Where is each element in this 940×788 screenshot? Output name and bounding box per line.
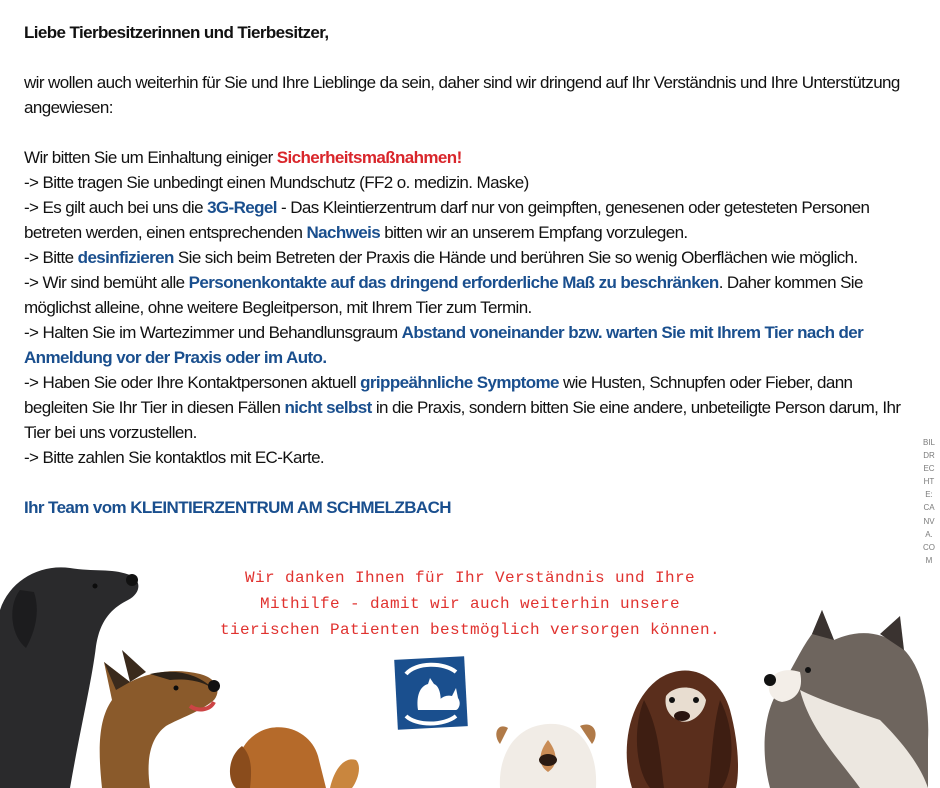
rule-symptoms-highlight: grippeähnliche Symptome: [360, 373, 559, 392]
rule-contacts-highlight: Personenkontakte auf das dringend erforderliche Maß zu beschränken: [188, 273, 719, 292]
request-line: [24, 145, 914, 170]
rule-distance-highlight: Abstand voneinander bzw. warten Sie mit Ihrem Tier nach der Anmeldung vor der Praxis oder im Auto.: [24, 323, 864, 367]
rule-mask: -> Bitte tragen Sie unbedingt einen Mundschutz (FF2 o. medizin. Maske): [24, 173, 529, 192]
intro-paragraph: wir wollen auch weiterhin für Sie und Ihre Lieblinge da sein, daher sind wir dringend auf Ihr Verständnis und Ihre Unterstützung angewiesen:: [24, 73, 900, 117]
rule-disinfect-text-a: -> Bitte: [24, 248, 78, 267]
dachshund-dog: [230, 727, 359, 788]
rule-contacts-text-a: -> Wir sind bemüht alle: [24, 273, 189, 292]
akita-dog: [764, 610, 928, 788]
rule-3g-highlight: 3G-Regel: [207, 198, 277, 217]
rule-disinfect: [24, 245, 914, 270]
image-credit: BILDRECHTE: CANVA.COM: [923, 438, 936, 565]
rule-symptoms-text-c: in die Praxis, sondern bitten Sie eine andere, unbeteiligte Person darum, Ihr Tier bei uns vorzustellen.: [24, 398, 901, 442]
thanks-line-2: Mithilfe - damit wir auch weiterhin unsere: [259, 595, 681, 613]
rule-symptoms-text-a: -> Haben Sie oder Ihre Kontaktpersonen aktuell: [24, 373, 361, 392]
rule-contacts-text-b: . Daher kommen Sie möglichst alleine, ohne weitere Begleitperson, mit Ihrem Tier zum Termin.: [24, 273, 863, 317]
letter-body: [24, 20, 914, 520]
rule-disinfect-text-b: Sie sich beim Betreten der Praxis die Hände und berühren Sie so wenig Oberflächen wie möglich.: [173, 248, 858, 267]
rule-symptoms: [24, 370, 914, 445]
bulldog-dog: [496, 724, 596, 788]
rule-disinfect-highlight: desinfizieren: [77, 248, 174, 267]
rule-symptoms-text-b: wie Husten, Schnupfen oder Fieber, dann begleiten Sie Ihr Tier in diesen Fällen: [24, 373, 853, 417]
thanks-message: [170, 565, 770, 643]
salutation: Liebe Tierbesitzerinnen und Tierbesitzer,: [24, 23, 329, 42]
thanks-line-1: Wir danken Ihnen für Ihr Verständnis und Ihre: [244, 569, 696, 587]
rule-3g-proof-highlight: Nachweis: [306, 223, 381, 242]
request-highlight: Sicherheitsmaßnahmen!: [276, 148, 462, 167]
rule-contacts: [24, 270, 914, 320]
cocker-spaniel-dog: [627, 671, 738, 788]
rule-3g-text-c: bitten wir an unserem Empfang vorzulegen.: [380, 223, 688, 242]
rule-3g: [24, 195, 914, 245]
rule-payment: -> Bitte zahlen Sie kontaktlos mit EC-Karte.: [24, 448, 325, 467]
rule-symptoms-not-self-highlight: nicht selbst: [284, 398, 372, 417]
signature: Ihr Team vom KLEINTIERZENTRUM AM SCHMELZBACH: [24, 498, 451, 517]
rule-3g-text-a: -> Es gilt auch bei uns die: [24, 198, 208, 217]
rule-distance-text-a: -> Halten Sie im Wartezimmer und Behandlunsgraum: [24, 323, 402, 342]
rule-distance: [24, 320, 914, 370]
request-prefix: Wir bitten Sie um Einhaltung einiger: [24, 148, 277, 167]
rule-3g-text-b: - Das Kleintierzentrum darf nur von geimpften, genesenen oder getesteten Personen betreten werden, einen entsprechenden: [24, 198, 870, 242]
german-shepherd-dog: [100, 650, 220, 788]
clinic-logo: [394, 656, 468, 730]
thanks-line-3: tierischen Patienten bestmöglich versorgen können.: [219, 621, 721, 639]
